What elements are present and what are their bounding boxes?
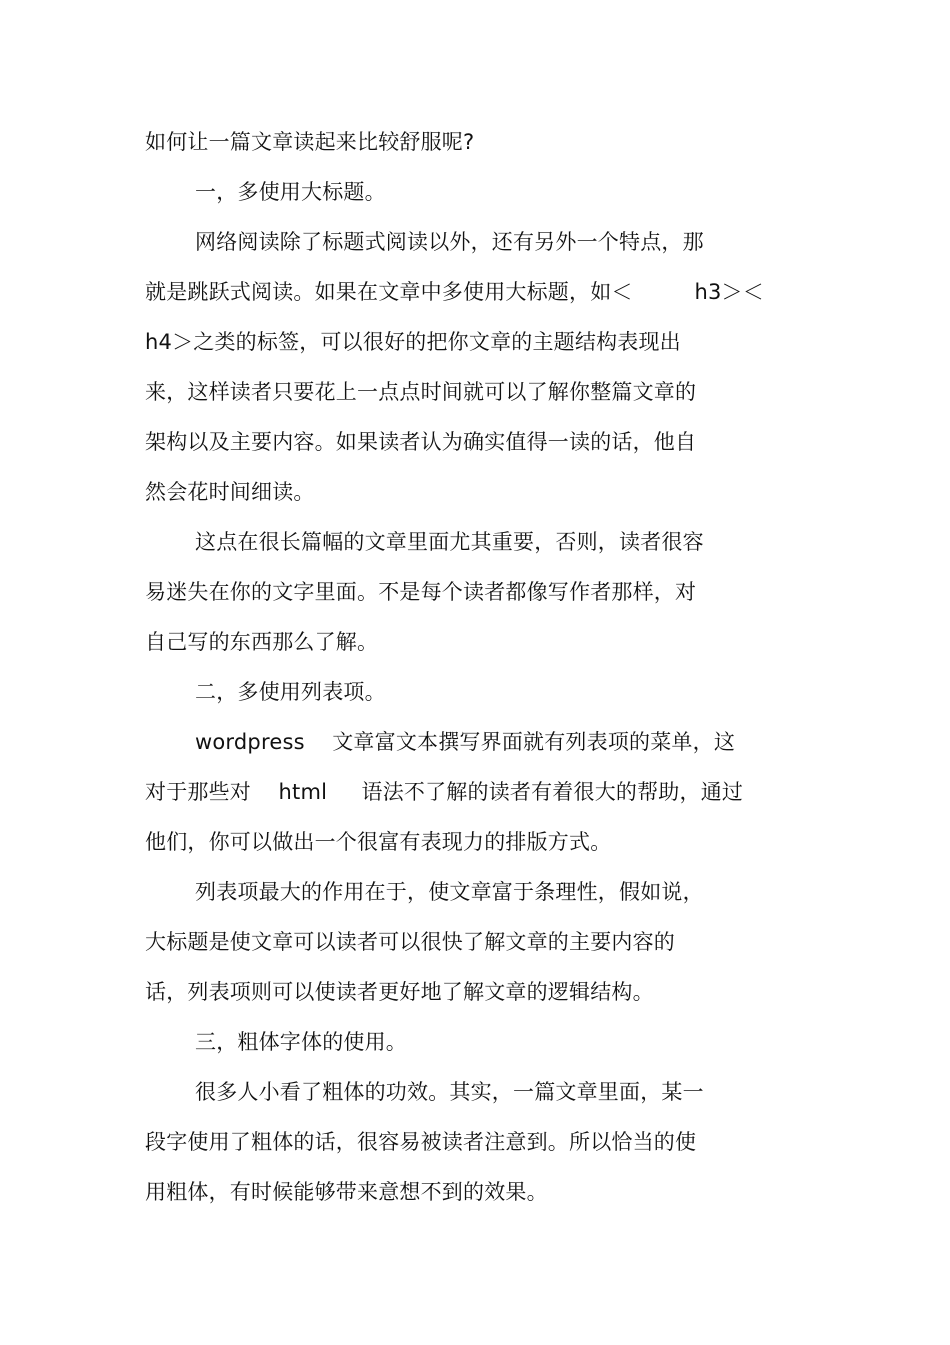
- text-line: 来，这样读者只要花上一点点时间就可以了解你整篇文章的: [145, 380, 697, 404]
- text-line: 段字使用了粗体的话，很容易被读者注意到。所以恰当的使: [145, 1130, 697, 1154]
- section-heading-2: 二，多使用列表项。: [195, 680, 386, 704]
- text-line: 自己写的东西那么了解。: [145, 630, 379, 654]
- section-heading-1: 一，多使用大标题。: [195, 180, 386, 204]
- text-line: 很多人小看了粗体的功效。其实，一篇文章里面，某一: [195, 1080, 704, 1104]
- text-line: 列表项最大的作用在于，使文章富于条理性，假如说，: [195, 880, 704, 904]
- text-line: h4＞之类的标签，可以很好的把你文章的主题结构表现出: [145, 330, 681, 354]
- section-heading-3: 三，粗体字体的使用。: [195, 1030, 407, 1054]
- text-line: 就是跳跃式阅读。如果在文章中多使用大标题，如＜ h3＞＜: [145, 280, 764, 304]
- text-line: 这点在很长篇幅的文章里面尤其重要，否则，读者很容: [195, 530, 704, 554]
- text-line: 话，列表项则可以使读者更好地了解文章的逻辑结构。: [145, 980, 654, 1004]
- text-line: 用粗体，有时候能够带来意想不到的效果。: [145, 1180, 548, 1204]
- text-line: 架构以及主要内容。如果读者认为确实值得一读的话，他自: [145, 430, 697, 454]
- text-line: 大标题是使文章可以读者可以很快了解文章的主要内容的: [145, 930, 675, 954]
- text-line: wordpress 文章富文本撰写界面就有列表项的菜单，这: [195, 730, 736, 754]
- text-line: 然会花时间细读。: [145, 480, 315, 504]
- text-line: 易迷失在你的文字里面。不是每个读者都像写作者那样，对: [145, 580, 697, 604]
- text-line: 对于那些对 html 语法不了解的读者有着很大的帮助，通过: [145, 780, 744, 804]
- text-line: 他们，你可以做出一个很富有表现力的排版方式。: [145, 830, 612, 854]
- text-line: 网络阅读除了标题式阅读以外，还有另外一个特点，那: [195, 230, 704, 254]
- text-line-title: 如何让一篇文章读起来比较舒服呢?: [145, 130, 475, 154]
